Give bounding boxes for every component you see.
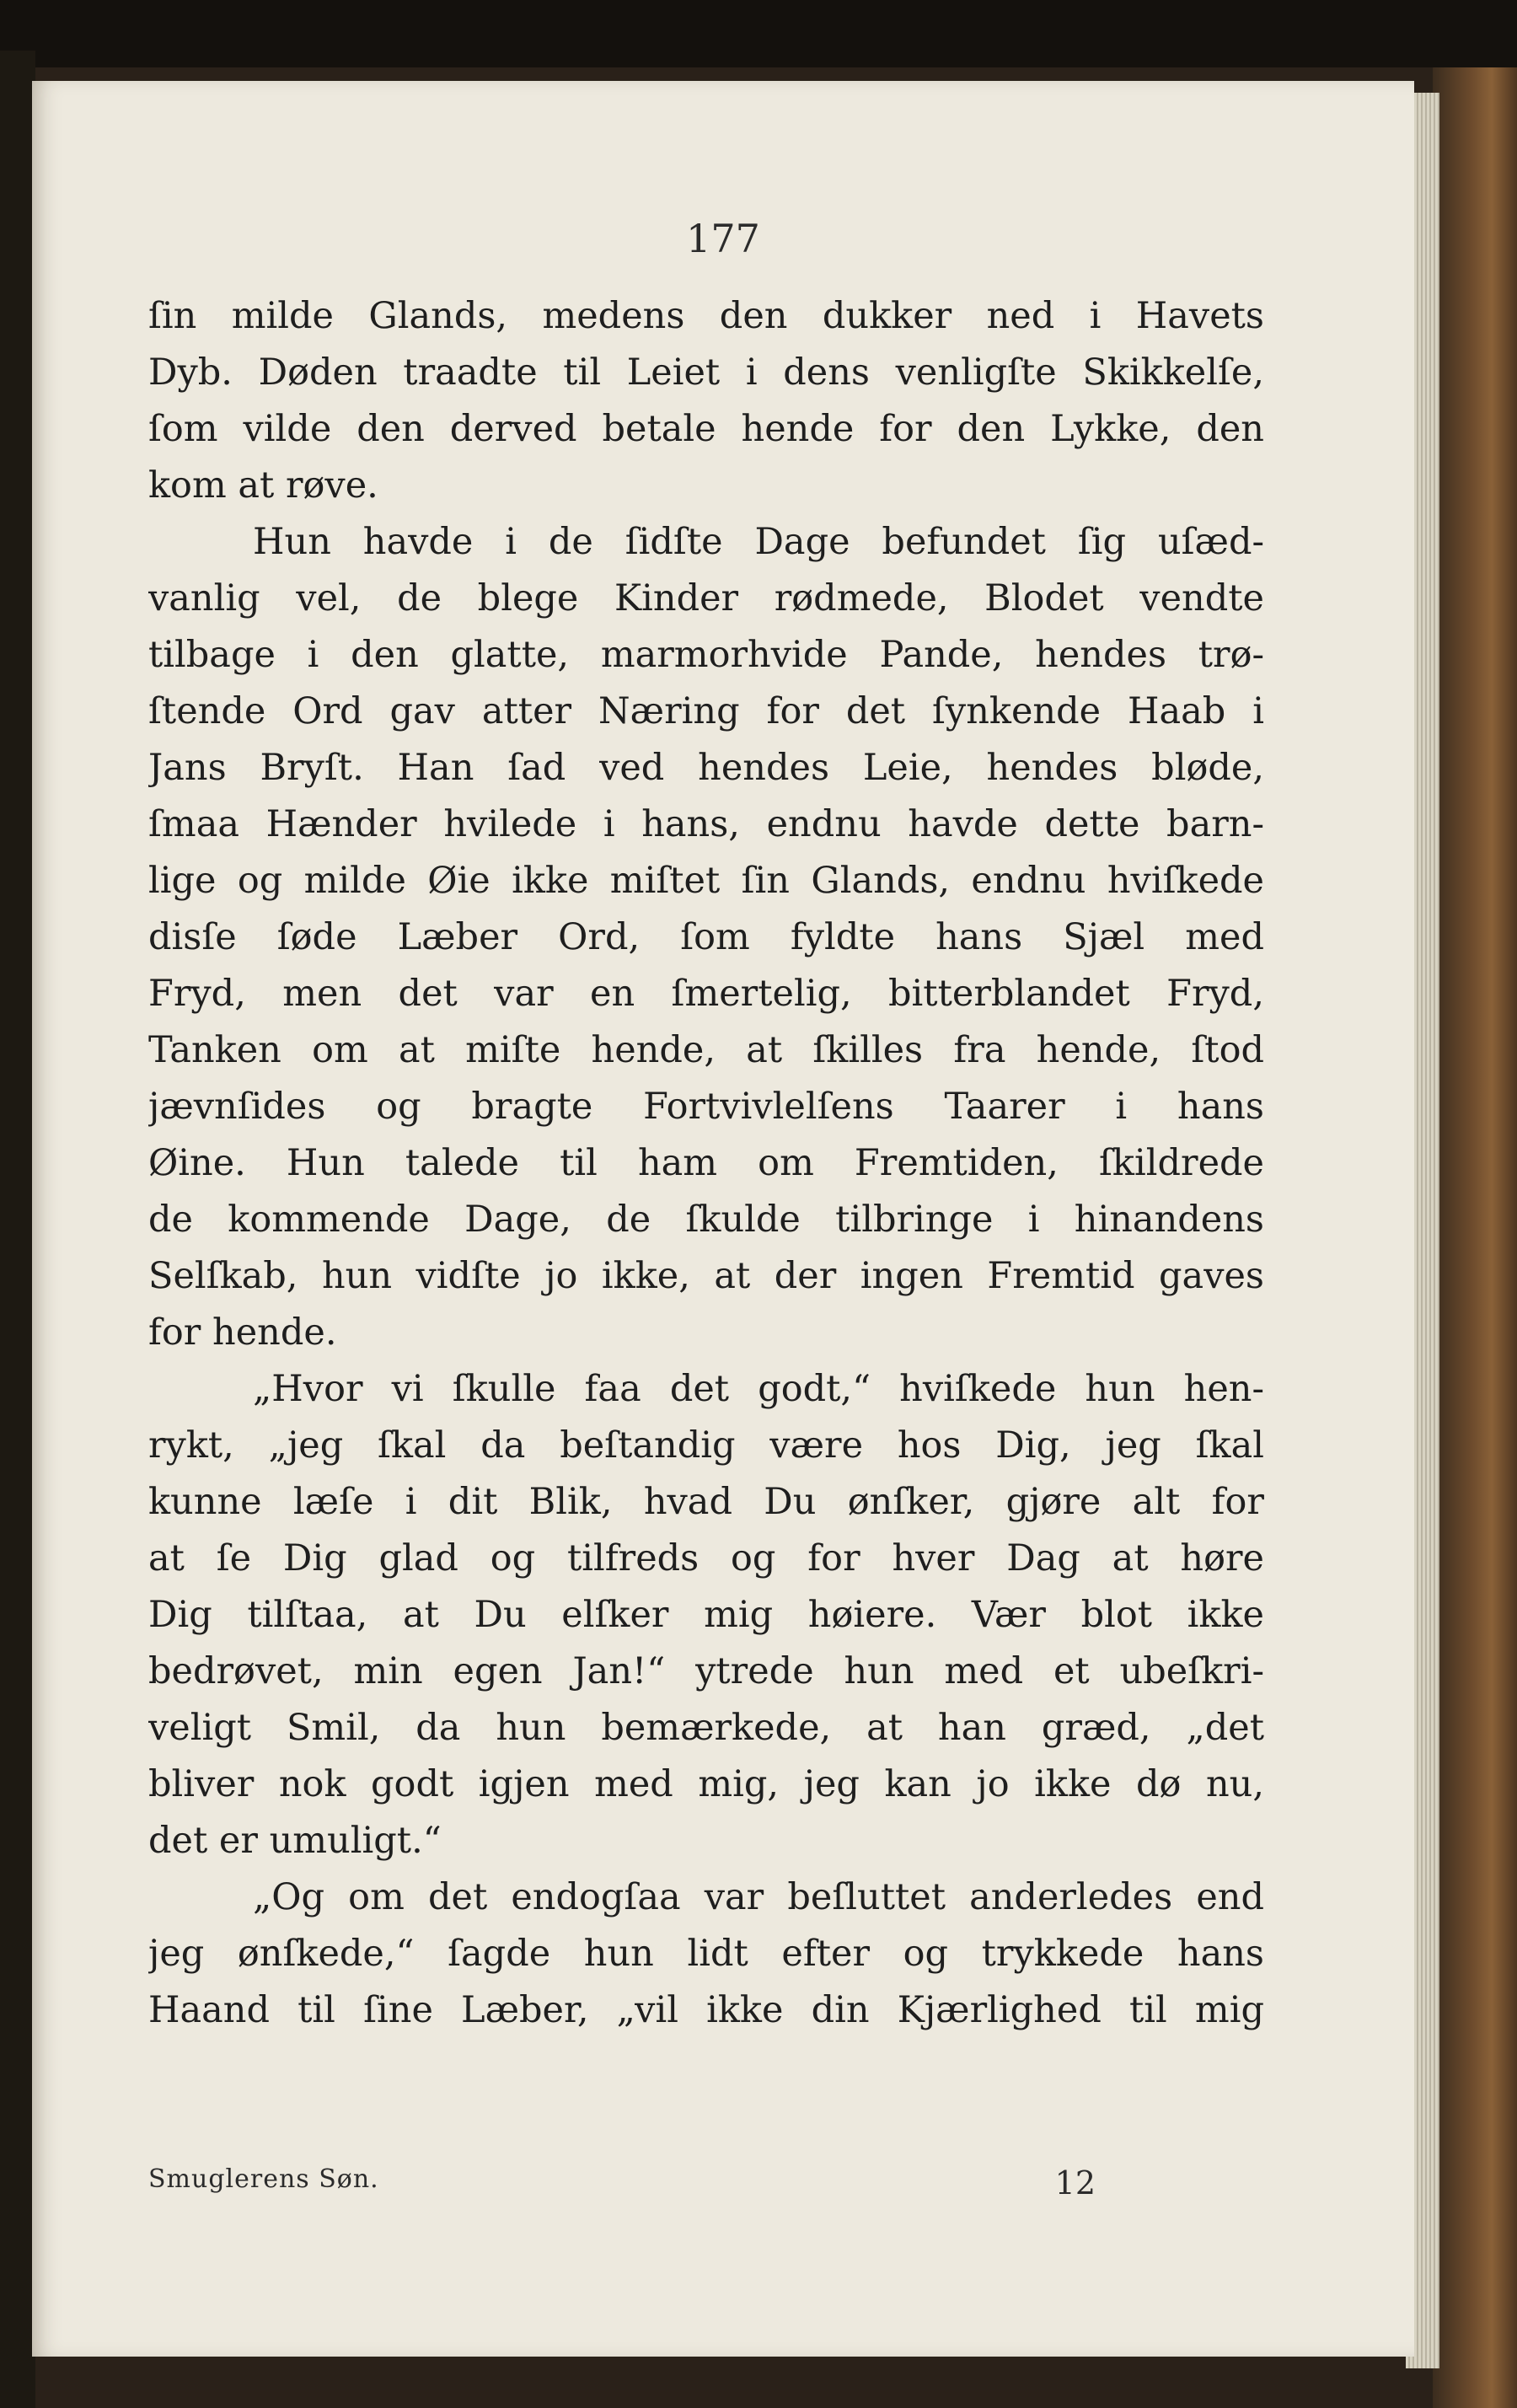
text-line: Dig tilſtaa, at Du elſker mig høiere. Vær blot ikke xyxy=(148,1594,1264,1636)
text-line: Tanken om at miſte hende, at ſkilles fra hende, ſtod xyxy=(148,1029,1264,1071)
book-cover-edge xyxy=(1433,67,1517,2408)
text-line: Dyb. Døden traadte til Leiet i dens venligſte Skikkelſe, xyxy=(148,351,1264,394)
text-line: jeg ønſkede,“ ſagde hun lidt efter og trykkede hans xyxy=(148,1933,1264,1975)
text-line: „Hvor vi ſkulle faa det godt,“ hviſkede hun hen- xyxy=(253,1368,1264,1410)
text-line: ſtende Ord gav atter Næring for det ſynkende Haab i xyxy=(148,690,1264,732)
book-page xyxy=(32,81,1414,2357)
text-line: Haand til ſine Læber, „vil ikke din Kjærlighed til mig xyxy=(148,1989,1264,2031)
text-line: Øine. Hun talede til ham om Fremtiden, ſkildrede xyxy=(148,1142,1264,1184)
text-line: de kommende Dage, de ſkulde tilbringe i hinandens xyxy=(148,1199,1264,1241)
text-line: ſin milde Glands, medens den dukker ned i Havets xyxy=(148,295,1264,337)
text-line: disſe ſøde Læber Ord, ſom fyldte hans Sjæl med xyxy=(148,916,1264,958)
page-footer xyxy=(148,2164,1096,2202)
text-line: Selſkab, hun vidſte jo ikke, at der ingen Fremtid gaves xyxy=(148,1255,1264,1297)
body-text xyxy=(148,288,1264,2039)
text-line: kom at røve. xyxy=(148,464,378,507)
text-line: det er umuligt.“ xyxy=(148,1820,442,1862)
text-line: kunne læſe i dit Blik, hvad Du ønſker, gjøre alt for xyxy=(148,1481,1264,1523)
text-line: jævnſides og bragte Fortvivlelſens Taarer i hans xyxy=(148,1086,1264,1128)
text-line: Hun havde i de ſidſte Dage befundet ſig uſæd- xyxy=(253,521,1264,563)
text-line: tilbage i den glatte, marmorhvide Pande, hendes trø- xyxy=(148,634,1264,676)
book-gutter xyxy=(0,51,35,2408)
text-line: Fryd, men det var en ſmertelig, bitterblandet Fryd, xyxy=(148,973,1264,1015)
sheet-number: 12 xyxy=(1054,2164,1096,2202)
text-line: veligt Smil, da hun bemærkede, at han græd, „det xyxy=(148,1707,1264,1749)
page-number: 177 xyxy=(686,216,760,261)
text-line: ſom vilde den derved betale hende for den Lykke, den xyxy=(148,408,1264,450)
text-line: „Og om det endogſaa var beſluttet anderledes end xyxy=(253,1876,1264,1918)
text-line: ſmaa Hænder hvilede i hans, endnu havde dette barn- xyxy=(148,803,1264,845)
text-line: vanlig vel, de blege Kinder rødmede, Blodet vendte xyxy=(148,577,1264,619)
text-line: at ſe Dig glad og tilfreds og for hver Dag at høre xyxy=(148,1537,1264,1579)
text-line: for hende. xyxy=(148,1311,337,1354)
text-line: Jans Bryſt. Han ſad ved hendes Leie, hendes bløde, xyxy=(148,747,1264,789)
scan-background-top xyxy=(0,0,1517,67)
signature-mark: Smuglerens Søn. xyxy=(148,2164,379,2194)
text-line: rykt, „jeg ſkal da beſtandig være hos Dig, jeg ſkal xyxy=(148,1424,1264,1467)
text-line: bedrøvet, min egen Jan!“ ytrede hun med et ubeſkri- xyxy=(148,1650,1264,1692)
text-line: bliver nok godt igjen med mig, jeg kan jo ikke dø nu, xyxy=(148,1763,1264,1805)
text-line: lige og milde Øie ikke miſtet ſin Glands, endnu hviſkede xyxy=(148,860,1264,902)
